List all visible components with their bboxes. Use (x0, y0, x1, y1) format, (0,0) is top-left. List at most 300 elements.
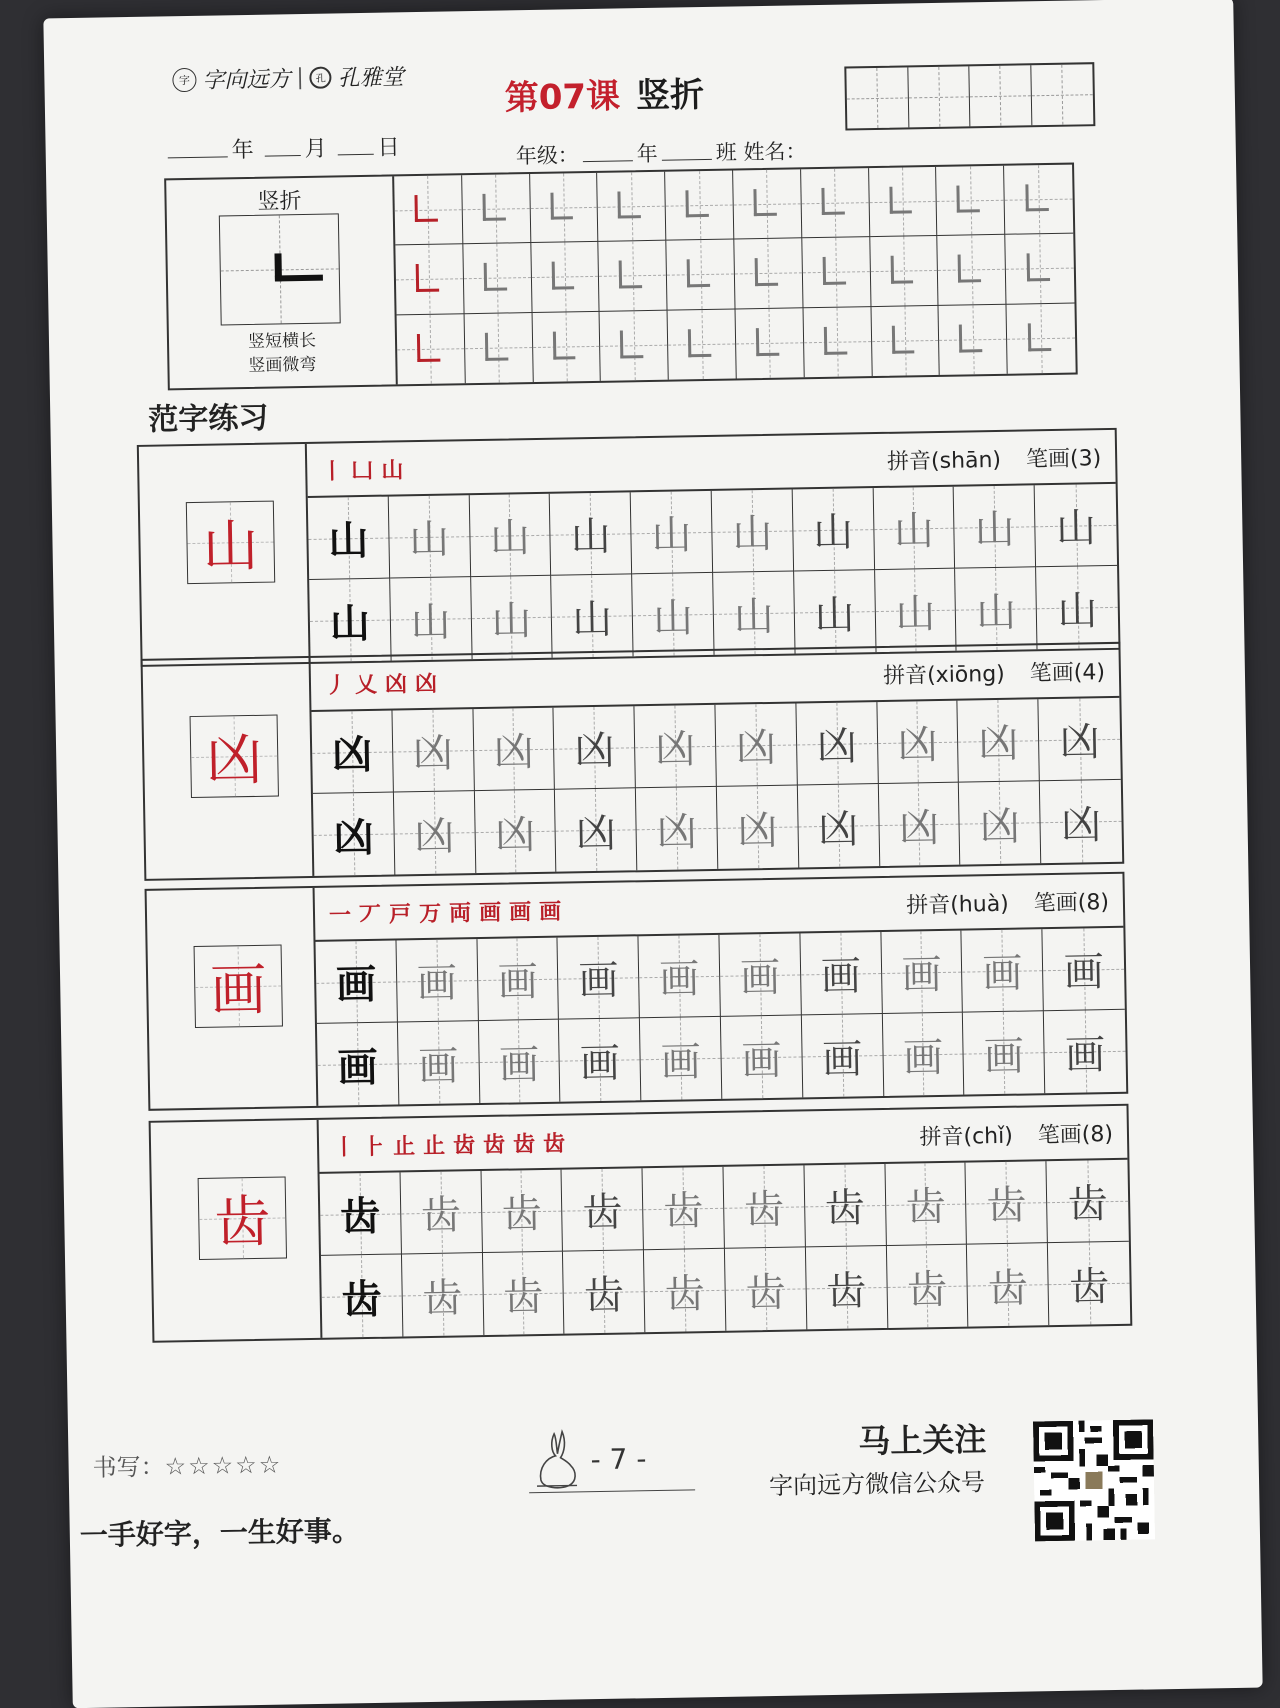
stroke-cell[interactable] (599, 241, 668, 312)
page-number-block (524, 1419, 695, 1502)
lesson-title (504, 67, 704, 119)
practice-character: 齿 (420, 1192, 462, 1240)
practice-character: 齿 (987, 1265, 1029, 1312)
practice-cell[interactable] (723, 1165, 805, 1248)
character-meta (883, 655, 1105, 690)
practice-character: 画 (417, 1042, 459, 1090)
stroke-order-sequence (321, 453, 412, 486)
class-blank[interactable] (662, 159, 712, 161)
model-character-cell[interactable] (316, 940, 398, 1023)
practice-cell[interactable] (1047, 1160, 1129, 1243)
stroke-trace-icon (959, 324, 982, 352)
stroke-demo-diagram (219, 213, 341, 325)
practice-cell[interactable] (483, 1252, 565, 1335)
stroke-sample-icon (416, 264, 439, 292)
practice-cell[interactable] (715, 703, 797, 786)
stroke-order-step: 乂 (354, 672, 386, 698)
practice-cell[interactable] (471, 576, 553, 659)
stroke-sample-icon (415, 195, 438, 223)
practice-character: 齿 (1068, 1263, 1110, 1311)
stroke-cell[interactable] (532, 311, 601, 382)
stroke-order-sequence (325, 666, 446, 699)
stroke-order-step: 丨 (321, 458, 352, 485)
practice-character: 凶 (413, 812, 455, 860)
practice-cell[interactable] (479, 1020, 561, 1103)
practice-cell[interactable] (644, 1249, 726, 1332)
model-character-cell[interactable] (317, 1022, 399, 1105)
character-block (145, 872, 1129, 1111)
stroke-trace-icon (485, 333, 508, 361)
practice-cell[interactable] (966, 1161, 1048, 1244)
sample-character (194, 944, 283, 1028)
practice-cell[interactable] (877, 701, 959, 784)
practice-cell[interactable] (398, 1021, 480, 1104)
practice-character: 画 (821, 1035, 863, 1083)
stroke-demo-title: 竖折 (257, 189, 302, 215)
stroke-order-step: 画 (478, 900, 510, 926)
practice-cell[interactable] (725, 1247, 807, 1330)
stroke-trace-icon (618, 191, 641, 219)
stroke-trace-icon (619, 261, 642, 289)
character-sample-panel (139, 444, 311, 665)
grade-year-label: 年 (636, 141, 659, 167)
stroke-cell[interactable] (801, 168, 870, 239)
practice-cell[interactable] (1036, 566, 1118, 649)
practice-character: 画 (1063, 949, 1105, 996)
stroke-cell[interactable] (803, 307, 872, 378)
stroke-cell[interactable] (463, 243, 532, 314)
follow-label: 马上关注 (857, 1420, 987, 1461)
practice-character: 画 (982, 950, 1023, 998)
practice-character: 画 (901, 951, 943, 999)
stroke-trace-icon (1027, 323, 1051, 351)
practice-character: 画 (578, 957, 619, 1005)
stroke-cell[interactable] (665, 170, 734, 241)
qr-code-icon[interactable] (1033, 1419, 1155, 1541)
practice-cell[interactable] (635, 705, 717, 788)
sample-character (198, 1176, 287, 1260)
practice-cell[interactable] (875, 569, 957, 652)
practice-cell[interactable] (882, 1013, 964, 1096)
practice-grid (320, 1160, 1131, 1338)
practice-cell[interactable] (481, 1170, 563, 1253)
stroke-practice-grid (394, 165, 1076, 385)
practice-cell[interactable] (959, 781, 1041, 864)
rating-label: 书写： (92, 1452, 165, 1482)
stroke-order-step: 丆 (358, 902, 390, 928)
practice-character: 山 (570, 513, 612, 561)
practice-cell[interactable] (402, 1253, 484, 1336)
practice-character: 凶 (897, 722, 939, 769)
practice-character: 齿 (339, 1192, 381, 1241)
practice-cell[interactable] (712, 490, 794, 573)
character-meta (887, 441, 1102, 476)
stroke-cell[interactable] (939, 304, 1008, 375)
practice-character: 凶 (574, 727, 615, 775)
stroke-count-label: 笔画(8) (1033, 889, 1110, 916)
practice-character: 凶 (331, 730, 373, 779)
character-meta (919, 1117, 1113, 1151)
rating-stars-icon[interactable]: ☆☆☆☆☆ (164, 1450, 283, 1481)
name-cell[interactable] (1031, 64, 1094, 125)
practice-cell[interactable] (1044, 1010, 1126, 1093)
stroke-trace-icon (958, 255, 981, 283)
model-character-cell[interactable] (321, 1254, 403, 1337)
practice-cell[interactable] (804, 1164, 886, 1247)
practice-character: 齿 (986, 1182, 1027, 1230)
practice-cell[interactable] (873, 487, 955, 570)
stroke-cell[interactable] (600, 310, 669, 381)
practice-character: 画 (1064, 1031, 1106, 1079)
stroke-tip-2: 竖画微弯 (248, 354, 317, 376)
stroke-order-sequence (329, 894, 570, 929)
stroke-order-step: 山 (381, 457, 412, 484)
rabbit-icon (524, 1427, 585, 1492)
character-practice-panel (319, 1106, 1131, 1338)
stroke-order-step: 凶 (414, 671, 446, 697)
practice-cell[interactable] (643, 1167, 725, 1250)
wechat-account-label: 字向远方微信公众号 (768, 1468, 986, 1501)
stroke-cell[interactable] (870, 236, 939, 307)
practice-character: 齿 (341, 1275, 383, 1323)
practice-character: 画 (983, 1033, 1025, 1080)
stroke-cell[interactable] (936, 166, 1005, 237)
practice-character: 山 (571, 596, 613, 643)
practice-character: 凶 (1060, 801, 1102, 849)
stroke-order-step: 齿 (512, 1131, 544, 1157)
practice-character: 凶 (493, 729, 535, 776)
character-sample-panel (151, 1120, 323, 1341)
worksheet-page (43, 0, 1262, 1708)
practice-character: 山 (814, 591, 855, 639)
stroke-order-step: 丿 (324, 672, 356, 699)
stroke-cell[interactable] (1007, 303, 1076, 374)
practice-cell[interactable] (963, 1011, 1045, 1094)
stroke-trace-icon (687, 259, 710, 287)
practice-character: 画 (741, 1037, 782, 1084)
brand-name: 字向远方 (202, 67, 291, 94)
practice-character: 凶 (494, 811, 536, 859)
practice-cell[interactable] (396, 939, 478, 1022)
stroke-cell[interactable] (395, 245, 464, 316)
lesson-number: 第07课 (504, 76, 621, 119)
brand-separator: | (296, 64, 305, 91)
practice-cell[interactable] (392, 709, 474, 792)
name-cell[interactable] (908, 66, 971, 127)
stroke-trace-icon (822, 257, 845, 285)
stroke-order-step: 戸 (388, 901, 420, 928)
practice-cell[interactable] (881, 931, 963, 1014)
practice-character: 齿 (905, 1183, 947, 1231)
practice-character: 凶 (898, 804, 940, 852)
practice-cell[interactable] (713, 571, 795, 654)
practice-character: 齿 (1067, 1181, 1109, 1228)
practice-character: 齿 (825, 1267, 867, 1315)
practice-cell[interactable] (794, 570, 876, 653)
stroke-cell[interactable] (531, 242, 600, 313)
stroke-order-step: 一 (328, 902, 360, 929)
practice-character: 山 (812, 509, 854, 557)
practice-cell[interactable] (477, 938, 559, 1021)
horizontal-stroke-shape (275, 275, 323, 282)
character-meta (906, 885, 1109, 920)
practice-character: 画 (660, 1038, 702, 1086)
stroke-cell[interactable] (667, 240, 736, 311)
stroke-cell[interactable] (462, 174, 531, 245)
stroke-order-step: 齿 (542, 1130, 574, 1157)
practice-cell[interactable] (1043, 928, 1125, 1011)
stroke-order-step: 止 (422, 1133, 454, 1159)
slogan: 一手好字，一生好事。 (79, 1514, 361, 1553)
year-label: 年 (231, 137, 254, 164)
grade-blank[interactable] (583, 160, 633, 162)
practice-grid (308, 484, 1119, 662)
practice-cell[interactable] (885, 1163, 967, 1246)
date-field (163, 130, 400, 165)
stroke-trace-icon (891, 325, 914, 353)
practice-character: 画 (337, 1043, 378, 1092)
pinyin-label: 拼音(chǐ) (919, 1123, 1014, 1150)
stroke-trace-icon (484, 263, 507, 291)
model-character-cell[interactable] (311, 711, 393, 794)
stroke-cell[interactable] (394, 175, 463, 246)
practice-character: 画 (498, 1041, 540, 1089)
month-label: 月 (304, 136, 327, 162)
day-label: 日 (377, 135, 400, 161)
practice-character: 山 (410, 599, 452, 646)
stroke-cell[interactable] (668, 309, 737, 380)
practice-cell[interactable] (796, 702, 878, 785)
stroke-order-step: 齿 (452, 1132, 484, 1159)
stroke-order-sequence (333, 1126, 574, 1161)
sample-character-text: 齿 (213, 1189, 271, 1256)
practice-character: 画 (820, 953, 862, 1001)
practice-cell[interactable] (390, 577, 472, 660)
practice-character: 山 (491, 597, 532, 645)
grade-label: 年级： (515, 143, 580, 169)
practice-cell[interactable] (800, 932, 882, 1015)
sample-character-text: 山 (202, 513, 260, 580)
practice-character: 凶 (412, 730, 454, 778)
character-block (149, 1104, 1133, 1343)
practice-cell[interactable] (554, 706, 636, 789)
section-title: 范字练习 (148, 400, 269, 438)
practice-cell[interactable] (1035, 484, 1117, 567)
practice-cell[interactable] (1039, 698, 1121, 781)
stroke-trace-icon (821, 188, 844, 216)
model-character-cell[interactable] (320, 1172, 402, 1255)
practice-character: 山 (651, 512, 692, 559)
character-sample-panel (147, 888, 319, 1109)
character-sample-panel (143, 658, 315, 879)
practice-cell[interactable] (636, 787, 718, 870)
practice-cell[interactable] (473, 708, 555, 791)
lesson-stroke-name: 竖折 (635, 74, 705, 117)
practice-cell[interactable] (878, 783, 960, 866)
character-practice-panel (307, 430, 1119, 662)
sample-character (190, 715, 279, 799)
practice-character: 画 (497, 959, 539, 1006)
stroke-trace-icon (482, 194, 505, 222)
practice-character: 山 (408, 516, 450, 564)
model-character-cell[interactable] (309, 579, 391, 662)
practice-cell[interactable] (962, 929, 1044, 1012)
practice-character: 山 (1057, 587, 1098, 635)
stroke-trace-icon (1025, 184, 1049, 212)
practice-character: 凶 (735, 724, 777, 772)
stroke-order-step: 凵 (351, 458, 382, 484)
stroke-count-label: 笔画(4) (1029, 659, 1106, 686)
practice-cell[interactable] (1048, 1242, 1130, 1325)
stroke-order-step: 丨 (332, 1134, 364, 1161)
practice-character: 山 (652, 594, 694, 642)
practice-cell[interactable] (958, 699, 1040, 782)
practice-character: 齿 (502, 1273, 544, 1321)
practice-cell[interactable] (550, 492, 632, 575)
practice-character: 凶 (737, 807, 778, 855)
pinyin-label: 拼音(shān) (886, 447, 1002, 475)
stroke-cell[interactable] (871, 306, 940, 377)
character-block (137, 428, 1121, 667)
practice-character: 山 (893, 508, 935, 555)
page-number: - 7 - (590, 1442, 647, 1477)
model-character-cell[interactable] (308, 497, 390, 580)
practice-grid (316, 928, 1127, 1106)
stroke-trace-icon (889, 187, 912, 215)
practice-character: 齿 (422, 1274, 463, 1322)
practice-character: 凶 (978, 720, 1019, 768)
stroke-cell[interactable] (397, 314, 466, 385)
practice-cell[interactable] (955, 567, 1037, 650)
stroke-cell[interactable] (464, 313, 533, 384)
practice-cell[interactable] (632, 573, 714, 656)
stroke-trace-icon (957, 185, 980, 213)
practice-cell[interactable] (806, 1246, 888, 1329)
month-blank[interactable] (265, 155, 301, 157)
practice-character: 画 (902, 1034, 944, 1082)
practice-character: 凶 (817, 805, 859, 853)
stroke-cell[interactable] (736, 308, 805, 379)
stroke-trace-icon (688, 329, 711, 357)
practice-cell[interactable] (802, 1014, 884, 1097)
stroke-order-step: 万 (418, 901, 450, 927)
stroke-order-step: 凶 (384, 671, 416, 698)
practice-character: 山 (894, 590, 936, 638)
brand-logo (172, 60, 404, 95)
stroke-trace-icon (553, 331, 576, 359)
practice-character: 画 (658, 956, 700, 1003)
class-name-label: 班 姓名： (715, 139, 807, 165)
character-practice-panel (315, 874, 1127, 1106)
practice-character: 画 (416, 960, 458, 1008)
sample-character (186, 501, 275, 585)
grade-class-name-field (516, 135, 807, 170)
stroke-cell[interactable] (530, 173, 599, 244)
practice-cell[interactable] (721, 1015, 803, 1098)
practice-character: 山 (975, 589, 1017, 636)
practice-cell[interactable] (640, 1017, 722, 1100)
practice-character: 齿 (501, 1190, 543, 1238)
practice-cell[interactable] (1040, 780, 1122, 863)
brand-seal-icon: 字 (172, 67, 196, 91)
stroke-cell[interactable] (1005, 234, 1074, 305)
stroke-cell[interactable] (598, 172, 667, 243)
practice-character: 齿 (664, 1270, 706, 1318)
practice-character: 凶 (333, 813, 374, 862)
model-character-cell[interactable] (313, 793, 395, 876)
practice-character: 画 (335, 960, 377, 1009)
practice-cell[interactable] (719, 933, 801, 1016)
practice-cell[interactable] (886, 1245, 968, 1328)
practice-cell[interactable] (954, 485, 1036, 568)
practice-character: 山 (733, 593, 775, 641)
day-blank[interactable] (338, 154, 374, 156)
stroke-trace-icon (1026, 253, 1050, 281)
stroke-order-step: ⺊ (362, 1134, 394, 1160)
stroke-practice-block (164, 163, 1078, 391)
practice-character: 凶 (575, 810, 617, 857)
practice-cell[interactable] (792, 488, 874, 571)
practice-cell[interactable] (798, 784, 880, 867)
practice-character: 齿 (582, 1189, 623, 1237)
stroke-cell[interactable] (733, 169, 802, 240)
stroke-trace-icon (753, 189, 776, 217)
practice-cell[interactable] (562, 1168, 644, 1251)
stroke-cell[interactable] (1004, 165, 1073, 236)
stroke-trace-icon (550, 192, 573, 220)
practice-cell[interactable] (559, 1018, 641, 1101)
practice-cell[interactable] (639, 935, 721, 1018)
pinyin-label: 拼音(xiōng) (882, 661, 1005, 689)
stroke-trace-icon (824, 327, 847, 355)
stroke-sample-icon (417, 334, 440, 362)
year-blank[interactable] (168, 156, 228, 158)
stroke-cell[interactable] (802, 237, 871, 308)
practice-cell[interactable] (631, 491, 713, 574)
writing-rating (92, 1445, 282, 1483)
stroke-tip-1: 竖短横长 (247, 330, 317, 352)
stroke-cell[interactable] (869, 167, 938, 238)
stroke-trace-icon (756, 328, 779, 356)
practice-character: 齿 (743, 1186, 785, 1234)
practice-cell[interactable] (400, 1171, 482, 1254)
practice-cell[interactable] (555, 788, 637, 871)
practice-character: 齿 (824, 1185, 866, 1233)
practice-cell[interactable] (717, 785, 799, 868)
stroke-order-step: 画 (538, 898, 570, 925)
practice-cell[interactable] (394, 791, 476, 874)
practice-cell[interactable] (558, 936, 640, 1019)
practice-character: 凶 (979, 803, 1021, 850)
practice-cell[interactable] (552, 574, 634, 657)
stroke-cell[interactable] (938, 235, 1007, 306)
character-practice-panel (311, 644, 1123, 876)
practice-cell[interactable] (967, 1243, 1049, 1326)
name-writing-grid[interactable] (844, 62, 1095, 130)
practice-cell[interactable] (563, 1250, 645, 1333)
name-cell[interactable] (969, 65, 1032, 126)
stroke-trace-icon (890, 256, 913, 284)
practice-cell[interactable] (469, 494, 551, 577)
stroke-cell[interactable] (734, 239, 803, 310)
pinyin-label: 拼音(huà) (906, 891, 1009, 919)
practice-character: 齿 (583, 1272, 625, 1319)
practice-cell[interactable] (474, 790, 556, 873)
name-cell[interactable] (846, 67, 909, 128)
practice-character: 凶 (816, 723, 858, 771)
practice-cell[interactable] (389, 495, 471, 578)
practice-character: 山 (974, 506, 1016, 554)
